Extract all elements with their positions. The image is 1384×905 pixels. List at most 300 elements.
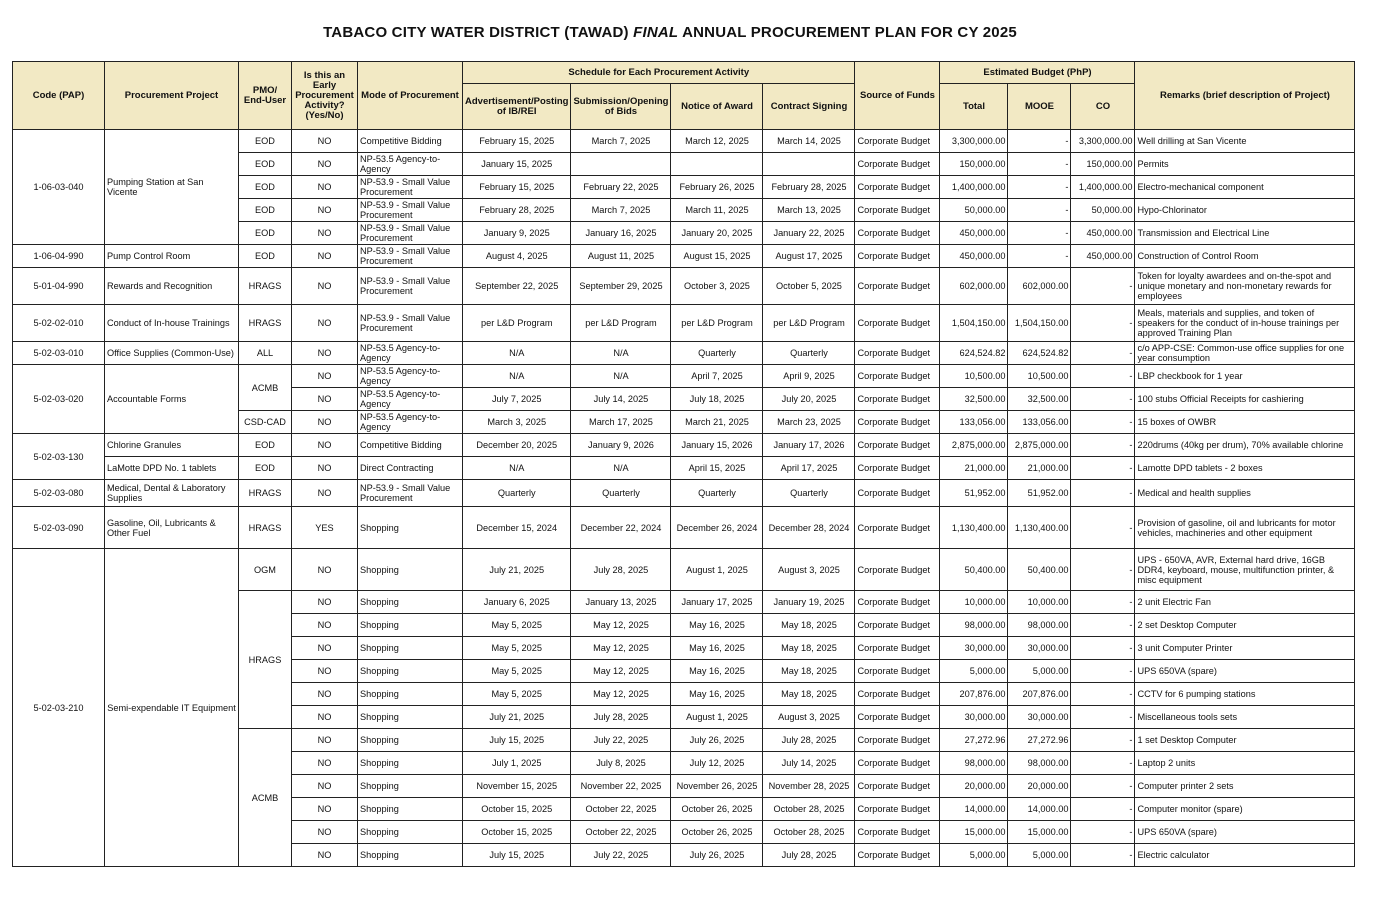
award-date-cell: April 15, 2025 bbox=[671, 457, 763, 480]
mode-cell: NP-53.9 - Small Value Procurement bbox=[358, 268, 463, 305]
remarks-cell: 15 boxes of OWBR bbox=[1135, 411, 1355, 434]
total-cell: 1,504,150.00 bbox=[940, 305, 1008, 342]
mode-cell: NP-53.9 - Small Value Procurement bbox=[358, 176, 463, 199]
mode-cell: Shopping bbox=[358, 591, 463, 614]
total-cell: 98,000.00 bbox=[940, 752, 1008, 775]
pmo-cell: EOD bbox=[239, 434, 292, 457]
adv-date-cell: May 5, 2025 bbox=[463, 683, 571, 706]
co-cell: 1,400,000.00 bbox=[1071, 176, 1135, 199]
code-cell: 5-02-03-210 bbox=[13, 549, 105, 867]
mooe-cell: - bbox=[1008, 199, 1071, 222]
adv-date-cell: January 15, 2025 bbox=[463, 153, 571, 176]
submission-date-cell: July 14, 2025 bbox=[571, 388, 671, 411]
pmo-cell: EOD bbox=[239, 130, 292, 153]
pmo-cell: EOD bbox=[239, 153, 292, 176]
mode-cell: NP-53.9 - Small Value Procurement bbox=[358, 245, 463, 268]
early-cell: NO bbox=[292, 411, 358, 434]
code-cell: 5-02-03-010 bbox=[13, 342, 105, 365]
award-date-cell: March 11, 2025 bbox=[671, 199, 763, 222]
total-cell: 14,000.00 bbox=[940, 798, 1008, 821]
submission-date-cell: July 28, 2025 bbox=[571, 549, 671, 591]
table-row bbox=[13, 457, 1355, 480]
total-cell: 207,876.00 bbox=[940, 683, 1008, 706]
total-cell: 5,000.00 bbox=[940, 844, 1008, 867]
table-body bbox=[13, 130, 1355, 867]
page-title bbox=[0, 24, 1340, 41]
mode-cell: Shopping bbox=[358, 752, 463, 775]
mode-cell: Shopping bbox=[358, 549, 463, 591]
contract-date-cell: October 5, 2025 bbox=[763, 268, 855, 305]
early-cell: NO bbox=[292, 388, 358, 411]
mooe-cell: 14,000.00 bbox=[1008, 798, 1071, 821]
total-cell: 133,056.00 bbox=[940, 411, 1008, 434]
source-cell: Corporate Budget bbox=[855, 480, 940, 507]
award-date-cell: March 21, 2025 bbox=[671, 411, 763, 434]
table-row bbox=[13, 305, 1355, 342]
adv-date-cell: N/A bbox=[463, 365, 571, 388]
remarks-cell: UPS - 650VA, AVR, External hard drive, 16GB DDR4, keyboard, mouse, multifunction printer, & misc equipment bbox=[1135, 549, 1355, 591]
contract-date-cell: February 28, 2025 bbox=[763, 176, 855, 199]
adv-date-cell: October 15, 2025 bbox=[463, 798, 571, 821]
adv-date-cell: February 28, 2025 bbox=[463, 199, 571, 222]
contract-date-cell: March 13, 2025 bbox=[763, 199, 855, 222]
mooe-cell: - bbox=[1008, 176, 1071, 199]
adv-date-cell: May 5, 2025 bbox=[463, 660, 571, 683]
remarks-cell: UPS 650VA (spare) bbox=[1135, 821, 1355, 844]
header-budget: Estimated Budget (PhP) bbox=[940, 62, 1135, 84]
award-date-cell: December 26, 2024 bbox=[671, 507, 763, 549]
contract-date-cell: January 22, 2025 bbox=[763, 222, 855, 245]
total-cell: 20,000.00 bbox=[940, 775, 1008, 798]
title-plan: ANNUAL PROCUREMENT PLAN FOR CY 2025 bbox=[682, 24, 1017, 41]
remarks-cell: Lamotte DPD tablets - 2 boxes bbox=[1135, 457, 1355, 480]
early-cell: NO bbox=[292, 457, 358, 480]
project-cell: Conduct of In-house Trainings bbox=[105, 305, 239, 342]
remarks-cell: Transmission and Electrical Line bbox=[1135, 222, 1355, 245]
adv-date-cell: July 15, 2025 bbox=[463, 729, 571, 752]
mode-cell: Competitive Bidding bbox=[358, 434, 463, 457]
header-early: Is this an Early Procurement Activity? (Yes/No) bbox=[292, 62, 358, 130]
remarks-cell: Well drilling at San Vicente bbox=[1135, 130, 1355, 153]
contract-date-cell: Quarterly bbox=[763, 480, 855, 507]
early-cell: NO bbox=[292, 706, 358, 729]
header-contract: Contract Signing bbox=[763, 84, 855, 130]
remarks-cell: 2 set Desktop Computer bbox=[1135, 614, 1355, 637]
adv-date-cell: per L&D Program bbox=[463, 305, 571, 342]
mooe-cell: 602,000.00 bbox=[1008, 268, 1071, 305]
contract-date-cell: March 23, 2025 bbox=[763, 411, 855, 434]
code-cell: 5-02-02-010 bbox=[13, 305, 105, 342]
total-cell: 51,952.00 bbox=[940, 480, 1008, 507]
total-cell: 50,000.00 bbox=[940, 199, 1008, 222]
remarks-cell: Computer printer 2 sets bbox=[1135, 775, 1355, 798]
total-cell: 32,500.00 bbox=[940, 388, 1008, 411]
submission-date-cell: Quarterly bbox=[571, 480, 671, 507]
co-cell: - bbox=[1071, 775, 1135, 798]
mooe-cell: - bbox=[1008, 245, 1071, 268]
submission-date-cell: July 8, 2025 bbox=[571, 752, 671, 775]
source-cell: Corporate Budget bbox=[855, 729, 940, 752]
total-cell: 21,000.00 bbox=[940, 457, 1008, 480]
pmo-cell: ALL bbox=[239, 342, 292, 365]
adv-date-cell: N/A bbox=[463, 342, 571, 365]
table-row bbox=[13, 342, 1355, 365]
contract-date-cell: August 17, 2025 bbox=[763, 245, 855, 268]
procurement-plan-table bbox=[12, 61, 1355, 867]
mode-cell: Shopping bbox=[358, 775, 463, 798]
submission-date-cell: N/A bbox=[571, 342, 671, 365]
adv-date-cell: September 22, 2025 bbox=[463, 268, 571, 305]
co-cell: - bbox=[1071, 798, 1135, 821]
pmo-cell: EOD bbox=[239, 457, 292, 480]
source-cell: Corporate Budget bbox=[855, 153, 940, 176]
co-cell: - bbox=[1071, 660, 1135, 683]
contract-date-cell bbox=[763, 153, 855, 176]
contract-date-cell: April 17, 2025 bbox=[763, 457, 855, 480]
co-cell: - bbox=[1071, 434, 1135, 457]
early-cell: NO bbox=[292, 637, 358, 660]
header-co: CO bbox=[1071, 84, 1135, 130]
title-final: FINAL bbox=[633, 24, 679, 41]
mooe-cell: 30,000.00 bbox=[1008, 706, 1071, 729]
mode-cell: NP-53.5 Agency-to-Agency bbox=[358, 153, 463, 176]
pmo-cell: EOD bbox=[239, 176, 292, 199]
project-cell: Pumping Station at San Vicente bbox=[105, 130, 239, 245]
total-cell: 50,400.00 bbox=[940, 549, 1008, 591]
pmo-cell: CSD-CAD bbox=[239, 411, 292, 434]
early-cell: NO bbox=[292, 752, 358, 775]
submission-date-cell: May 12, 2025 bbox=[571, 683, 671, 706]
early-cell: NO bbox=[292, 434, 358, 457]
contract-date-cell: August 3, 2025 bbox=[763, 549, 855, 591]
source-cell: Corporate Budget bbox=[855, 844, 940, 867]
contract-date-cell: January 17, 2026 bbox=[763, 434, 855, 457]
co-cell: 3,300,000.00 bbox=[1071, 130, 1135, 153]
remarks-cell: 3 unit Computer Printer bbox=[1135, 637, 1355, 660]
early-cell: NO bbox=[292, 549, 358, 591]
header-source: Source of Funds bbox=[855, 62, 940, 130]
submission-date-cell bbox=[571, 153, 671, 176]
code-cell: 5-02-03-080 bbox=[13, 480, 105, 507]
submission-date-cell: October 22, 2025 bbox=[571, 798, 671, 821]
total-cell: 450,000.00 bbox=[940, 245, 1008, 268]
source-cell: Corporate Budget bbox=[855, 434, 940, 457]
adv-date-cell: December 20, 2025 bbox=[463, 434, 571, 457]
remarks-cell: Hypo-Chlorinator bbox=[1135, 199, 1355, 222]
award-date-cell: April 7, 2025 bbox=[671, 365, 763, 388]
table-row bbox=[13, 480, 1355, 507]
early-cell: NO bbox=[292, 614, 358, 637]
mode-cell: Competitive Bidding bbox=[358, 130, 463, 153]
submission-date-cell: January 13, 2025 bbox=[571, 591, 671, 614]
award-date-cell: January 17, 2025 bbox=[671, 591, 763, 614]
mooe-cell: 32,500.00 bbox=[1008, 388, 1071, 411]
adv-date-cell: July 15, 2025 bbox=[463, 844, 571, 867]
adv-date-cell: July 21, 2025 bbox=[463, 706, 571, 729]
project-cell: Gasoline, Oil, Lubricants & Other Fuel bbox=[105, 507, 239, 549]
source-cell: Corporate Budget bbox=[855, 591, 940, 614]
mooe-cell: 2,875,000.00 bbox=[1008, 434, 1071, 457]
co-cell: - bbox=[1071, 342, 1135, 365]
table-row bbox=[13, 245, 1355, 268]
early-cell: NO bbox=[292, 480, 358, 507]
header-schedule: Schedule for Each Procurement Activity bbox=[463, 62, 855, 84]
total-cell: 1,400,000.00 bbox=[940, 176, 1008, 199]
header-mode: Mode of Procurement bbox=[358, 62, 463, 130]
total-cell: 2,875,000.00 bbox=[940, 434, 1008, 457]
contract-date-cell: January 19, 2025 bbox=[763, 591, 855, 614]
table-row bbox=[13, 549, 1355, 591]
total-cell: 30,000.00 bbox=[940, 706, 1008, 729]
mooe-cell: 10,000.00 bbox=[1008, 591, 1071, 614]
remarks-cell: Electro-mechanical component bbox=[1135, 176, 1355, 199]
co-cell: - bbox=[1071, 507, 1135, 549]
mooe-cell: 98,000.00 bbox=[1008, 614, 1071, 637]
source-cell: Corporate Budget bbox=[855, 706, 940, 729]
award-date-cell: October 26, 2025 bbox=[671, 821, 763, 844]
mooe-cell: 1,504,150.00 bbox=[1008, 305, 1071, 342]
co-cell: - bbox=[1071, 821, 1135, 844]
early-cell: NO bbox=[292, 775, 358, 798]
mode-cell: NP-53.9 - Small Value Procurement bbox=[358, 305, 463, 342]
contract-date-cell: November 28, 2025 bbox=[763, 775, 855, 798]
submission-date-cell: January 16, 2025 bbox=[571, 222, 671, 245]
contract-date-cell: July 14, 2025 bbox=[763, 752, 855, 775]
table-row bbox=[13, 268, 1355, 305]
remarks-cell: Computer monitor (spare) bbox=[1135, 798, 1355, 821]
co-cell: - bbox=[1071, 614, 1135, 637]
co-cell: - bbox=[1071, 411, 1135, 434]
submission-date-cell: November 22, 2025 bbox=[571, 775, 671, 798]
adv-date-cell: January 9, 2025 bbox=[463, 222, 571, 245]
total-cell: 27,272.96 bbox=[940, 729, 1008, 752]
co-cell: 450,000.00 bbox=[1071, 222, 1135, 245]
co-cell: - bbox=[1071, 706, 1135, 729]
mode-cell: NP-53.9 - Small Value Procurement bbox=[358, 199, 463, 222]
co-cell: 50,000.00 bbox=[1071, 199, 1135, 222]
co-cell: - bbox=[1071, 729, 1135, 752]
remarks-cell: 1 set Desktop Computer bbox=[1135, 729, 1355, 752]
mode-cell: Shopping bbox=[358, 798, 463, 821]
source-cell: Corporate Budget bbox=[855, 176, 940, 199]
mooe-cell: 27,272.96 bbox=[1008, 729, 1071, 752]
contract-date-cell: July 20, 2025 bbox=[763, 388, 855, 411]
co-cell: - bbox=[1071, 305, 1135, 342]
pmo-cell: EOD bbox=[239, 199, 292, 222]
mooe-cell: 15,000.00 bbox=[1008, 821, 1071, 844]
pmo-cell: HRAGS bbox=[239, 268, 292, 305]
submission-date-cell: May 12, 2025 bbox=[571, 660, 671, 683]
contract-date-cell: December 28, 2024 bbox=[763, 507, 855, 549]
mode-cell: Shopping bbox=[358, 614, 463, 637]
adv-date-cell: February 15, 2025 bbox=[463, 176, 571, 199]
early-cell: NO bbox=[292, 729, 358, 752]
submission-date-cell: February 22, 2025 bbox=[571, 176, 671, 199]
award-date-cell: January 15, 2026 bbox=[671, 434, 763, 457]
total-cell: 30,000.00 bbox=[940, 637, 1008, 660]
mooe-cell: 1,130,400.00 bbox=[1008, 507, 1071, 549]
total-cell: 15,000.00 bbox=[940, 821, 1008, 844]
contract-date-cell: April 9, 2025 bbox=[763, 365, 855, 388]
header-project: Procurement Project bbox=[105, 62, 239, 130]
award-date-cell: August 1, 2025 bbox=[671, 706, 763, 729]
adv-date-cell: January 6, 2025 bbox=[463, 591, 571, 614]
project-cell: Chlorine Granules bbox=[105, 434, 239, 457]
project-cell: Medical, Dental & Laboratory Supplies bbox=[105, 480, 239, 507]
contract-date-cell: July 28, 2025 bbox=[763, 844, 855, 867]
contract-date-cell: May 18, 2025 bbox=[763, 637, 855, 660]
title-agency: TABACO CITY WATER DISTRICT (TAWAD) bbox=[323, 24, 629, 41]
award-date-cell: July 12, 2025 bbox=[671, 752, 763, 775]
submission-date-cell: March 7, 2025 bbox=[571, 130, 671, 153]
adv-date-cell: May 5, 2025 bbox=[463, 614, 571, 637]
adv-date-cell: December 15, 2024 bbox=[463, 507, 571, 549]
source-cell: Corporate Budget bbox=[855, 342, 940, 365]
co-cell: - bbox=[1071, 752, 1135, 775]
submission-date-cell: N/A bbox=[571, 457, 671, 480]
source-cell: Corporate Budget bbox=[855, 614, 940, 637]
header-adv: Advertisement/Posting of IB/REI bbox=[463, 84, 571, 130]
total-cell: 3,300,000.00 bbox=[940, 130, 1008, 153]
mode-cell: Shopping bbox=[358, 660, 463, 683]
contract-date-cell: October 28, 2025 bbox=[763, 798, 855, 821]
co-cell: 450,000.00 bbox=[1071, 245, 1135, 268]
early-cell: NO bbox=[292, 365, 358, 388]
mooe-cell: - bbox=[1008, 130, 1071, 153]
source-cell: Corporate Budget bbox=[855, 388, 940, 411]
award-date-cell bbox=[671, 153, 763, 176]
code-cell: 5-02-03-020 bbox=[13, 365, 105, 434]
code-cell: 1-06-04-990 bbox=[13, 245, 105, 268]
adv-date-cell: August 4, 2025 bbox=[463, 245, 571, 268]
source-cell: Corporate Budget bbox=[855, 775, 940, 798]
remarks-cell: Miscellaneous tools sets bbox=[1135, 706, 1355, 729]
early-cell: NO bbox=[292, 660, 358, 683]
award-date-cell: May 16, 2025 bbox=[671, 660, 763, 683]
co-cell: - bbox=[1071, 268, 1135, 305]
contract-date-cell: March 14, 2025 bbox=[763, 130, 855, 153]
mooe-cell: 30,000.00 bbox=[1008, 637, 1071, 660]
early-cell: NO bbox=[292, 153, 358, 176]
mode-cell: Shopping bbox=[358, 507, 463, 549]
project-cell: Pump Control Room bbox=[105, 245, 239, 268]
remarks-cell: Electric calculator bbox=[1135, 844, 1355, 867]
mode-cell: Shopping bbox=[358, 637, 463, 660]
header-remarks: Remarks (brief description of Project) bbox=[1135, 62, 1355, 130]
source-cell: Corporate Budget bbox=[855, 821, 940, 844]
remarks-cell: Provision of gasoline, oil and lubricants for motor vehicles, machineries and other equipment bbox=[1135, 507, 1355, 549]
early-cell: NO bbox=[292, 130, 358, 153]
early-cell: NO bbox=[292, 245, 358, 268]
mode-cell: NP-53.5 Agency-to-Agency bbox=[358, 388, 463, 411]
table-row bbox=[13, 434, 1355, 457]
mode-cell: NP-53.9 - Small Value Procurement bbox=[358, 222, 463, 245]
early-cell: NO bbox=[292, 798, 358, 821]
remarks-cell: 2 unit Electric Fan bbox=[1135, 591, 1355, 614]
mode-cell: NP-53.5 Agency-to-Agency bbox=[358, 411, 463, 434]
submission-date-cell: N/A bbox=[571, 365, 671, 388]
co-cell: - bbox=[1071, 591, 1135, 614]
source-cell: Corporate Budget bbox=[855, 268, 940, 305]
early-cell: NO bbox=[292, 222, 358, 245]
award-date-cell: May 16, 2025 bbox=[671, 637, 763, 660]
contract-date-cell: May 18, 2025 bbox=[763, 614, 855, 637]
award-date-cell: October 26, 2025 bbox=[671, 798, 763, 821]
table-row bbox=[13, 130, 1355, 153]
mode-cell: Shopping bbox=[358, 729, 463, 752]
pmo-cell: ACMB bbox=[239, 729, 292, 867]
source-cell: Corporate Budget bbox=[855, 507, 940, 549]
submission-date-cell: March 7, 2025 bbox=[571, 199, 671, 222]
award-date-cell: October 3, 2025 bbox=[671, 268, 763, 305]
table-header bbox=[13, 62, 1355, 130]
pmo-cell: ACMB bbox=[239, 365, 292, 411]
award-date-cell: August 1, 2025 bbox=[671, 549, 763, 591]
award-date-cell: July 26, 2025 bbox=[671, 729, 763, 752]
award-date-cell: May 16, 2025 bbox=[671, 614, 763, 637]
total-cell: 10,000.00 bbox=[940, 591, 1008, 614]
co-cell: - bbox=[1071, 637, 1135, 660]
submission-date-cell: March 17, 2025 bbox=[571, 411, 671, 434]
source-cell: Corporate Budget bbox=[855, 365, 940, 388]
adv-date-cell: N/A bbox=[463, 457, 571, 480]
remarks-cell: 220drums (40kg per drum), 70% available chlorine bbox=[1135, 434, 1355, 457]
mooe-cell: - bbox=[1008, 222, 1071, 245]
early-cell: YES bbox=[292, 507, 358, 549]
contract-date-cell: per L&D Program bbox=[763, 305, 855, 342]
table-row bbox=[13, 365, 1355, 388]
award-date-cell: July 26, 2025 bbox=[671, 844, 763, 867]
adv-date-cell: October 15, 2025 bbox=[463, 821, 571, 844]
project-cell: LaMotte DPD No. 1 tablets bbox=[105, 457, 239, 480]
remarks-cell: Meals, materials and supplies, and token of speakers for the conduct of in-house trainings per approved Training Plan bbox=[1135, 305, 1355, 342]
mooe-cell: 51,952.00 bbox=[1008, 480, 1071, 507]
source-cell: Corporate Budget bbox=[855, 660, 940, 683]
submission-date-cell: December 22, 2024 bbox=[571, 507, 671, 549]
project-cell: Accountable Forms bbox=[105, 365, 239, 434]
total-cell: 5,000.00 bbox=[940, 660, 1008, 683]
award-date-cell: Quarterly bbox=[671, 342, 763, 365]
source-cell: Corporate Budget bbox=[855, 245, 940, 268]
source-cell: Corporate Budget bbox=[855, 199, 940, 222]
submission-date-cell: May 12, 2025 bbox=[571, 614, 671, 637]
total-cell: 150,000.00 bbox=[940, 153, 1008, 176]
remarks-cell: 100 stubs Official Receipts for cashiering bbox=[1135, 388, 1355, 411]
total-cell: 98,000.00 bbox=[940, 614, 1008, 637]
contract-date-cell: May 18, 2025 bbox=[763, 660, 855, 683]
adv-date-cell: November 15, 2025 bbox=[463, 775, 571, 798]
submission-date-cell: July 22, 2025 bbox=[571, 729, 671, 752]
source-cell: Corporate Budget bbox=[855, 637, 940, 660]
mode-cell: Shopping bbox=[358, 844, 463, 867]
mode-cell: NP-53.5 Agency-to-Agency bbox=[358, 342, 463, 365]
pmo-cell: EOD bbox=[239, 222, 292, 245]
total-cell: 450,000.00 bbox=[940, 222, 1008, 245]
adv-date-cell: July 21, 2025 bbox=[463, 549, 571, 591]
remarks-cell: c/o APP-CSE: Common-use office supplies for one year consumption bbox=[1135, 342, 1355, 365]
award-date-cell: January 20, 2025 bbox=[671, 222, 763, 245]
project-cell: Semi-expendable IT Equipment bbox=[105, 549, 239, 867]
mode-cell: Shopping bbox=[358, 821, 463, 844]
source-cell: Corporate Budget bbox=[855, 457, 940, 480]
remarks-cell: Medical and health supplies bbox=[1135, 480, 1355, 507]
award-date-cell: per L&D Program bbox=[671, 305, 763, 342]
mooe-cell: 207,876.00 bbox=[1008, 683, 1071, 706]
co-cell: - bbox=[1071, 457, 1135, 480]
adv-date-cell: February 15, 2025 bbox=[463, 130, 571, 153]
remarks-cell: CCTV for 6 pumping stations bbox=[1135, 683, 1355, 706]
contract-date-cell: Quarterly bbox=[763, 342, 855, 365]
